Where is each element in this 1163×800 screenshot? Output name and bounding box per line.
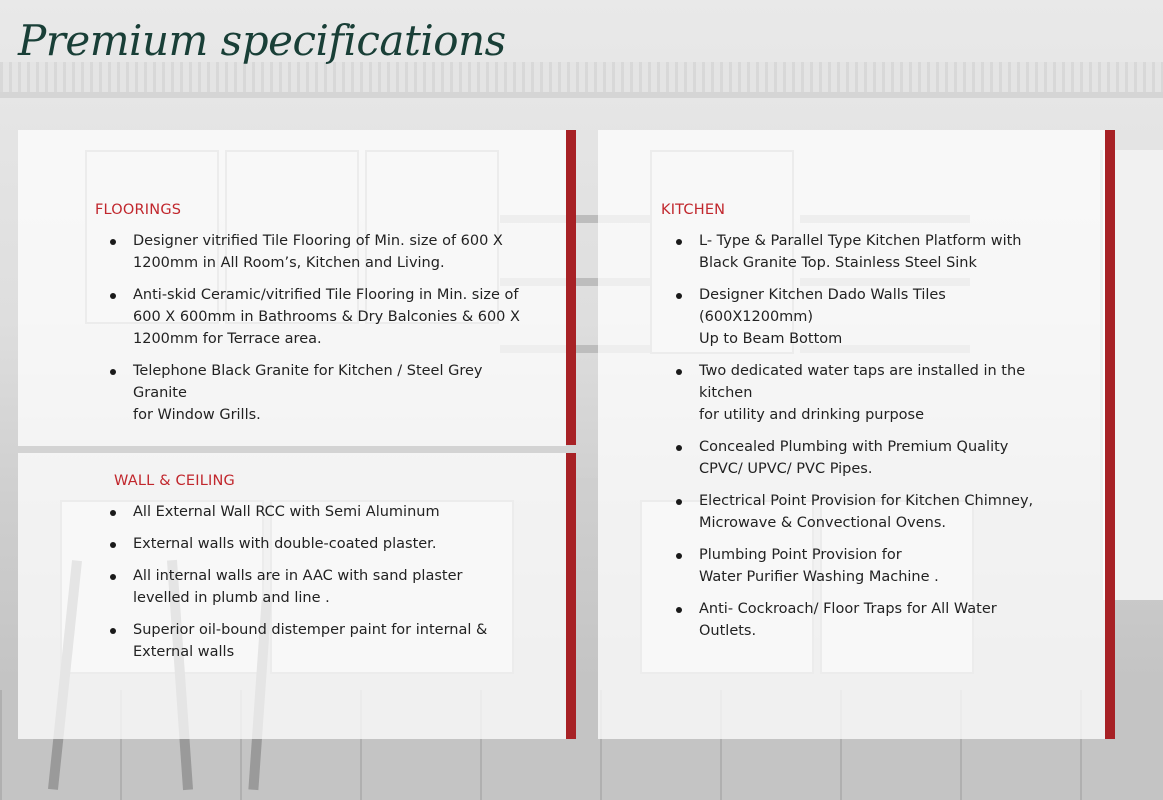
wall-ceiling-list [95, 501, 550, 663]
wall-ceiling-heading: WALL & CEILING [114, 473, 235, 489]
list-item-text: Designer vitrified Tile Flooring of Min. size of 600 X 1200mm in All Room’s, Kitchen and Living. [133, 233, 503, 271]
list-item [661, 436, 1096, 480]
page-title: Premium specifications [18, 16, 506, 65]
kitchen-section [661, 202, 1096, 652]
list-item [661, 360, 1096, 426]
list-item-text: External walls with double-coated plaster. [133, 536, 437, 552]
list-item [95, 565, 550, 609]
list-item [661, 544, 1096, 588]
list-item-text: Designer Kitchen Dado Walls Tiles (600X1200mm) Up to Beam Bottom [699, 287, 946, 347]
accent-bar [1105, 130, 1115, 739]
accent-bar [566, 130, 576, 445]
kitchen-heading: KITCHEN [661, 202, 726, 218]
floorings-heading: FLOORINGS [95, 202, 182, 218]
list-item-text: Concealed Plumbing with Premium Quality CPVC/ UPVC/ PVC Pipes. [699, 439, 1009, 477]
list-item [95, 533, 550, 555]
list-item-text: L- Type & Parallel Type Kitchen Platform with Black Granite Top. Stainless Steel Sink [699, 233, 1022, 271]
list-item-text: Plumbing Point Provision for Water Purifier Washing Machine . [699, 547, 939, 585]
list-item-text: Telephone Black Granite for Kitchen / Steel Grey Granite for Window Grills. [133, 363, 483, 423]
wall-ceiling-section [95, 473, 550, 673]
list-item [95, 501, 550, 523]
floorings-section [95, 202, 550, 436]
kitchen-list [661, 230, 1096, 642]
list-item [661, 284, 1096, 350]
bullet-icon [676, 293, 682, 299]
bullet-icon [676, 607, 682, 613]
bullet-icon [676, 553, 682, 559]
list-item-text: Anti- Cockroach/ Floor Traps for All Water Outlets. [699, 601, 997, 639]
list-item-text: Superior oil-bound distemper paint for internal & External walls [133, 622, 488, 660]
list-item-text: All internal walls are in AAC with sand plaster levelled in plumb and line . [133, 568, 463, 606]
list-item [661, 490, 1096, 534]
list-item [95, 360, 550, 426]
list-item-text: Electrical Point Provision for Kitchen Chimney, Microwave & Convectional Ovens. [699, 493, 1034, 531]
list-item [661, 598, 1096, 642]
list-item [95, 230, 550, 274]
bullet-icon [110, 510, 116, 516]
floorings-list [95, 230, 550, 426]
bullet-icon [110, 239, 116, 245]
bullet-icon [676, 445, 682, 451]
list-item [95, 619, 550, 663]
list-item [661, 230, 1096, 274]
bullet-icon [110, 542, 116, 548]
accent-bar [566, 453, 576, 739]
bullet-icon [676, 499, 682, 505]
list-item-text: All External Wall RCC with Semi Aluminum [133, 504, 440, 520]
bullet-icon [110, 293, 116, 299]
list-item-text: Two dedicated water taps are installed in the kitchen for utility and drinking purpose [699, 363, 1026, 423]
list-item-text: Anti-skid Ceramic/vitrified Tile Flooring in Min. size of 600 X 600mm in Bathrooms & Dry Balconies & 600 X 1200mm for Terrace area. [133, 287, 520, 347]
bullet-icon [110, 628, 116, 634]
bullet-icon [110, 369, 116, 375]
bullet-icon [676, 239, 682, 245]
bullet-icon [676, 369, 682, 375]
bullet-icon [110, 574, 116, 580]
list-item [95, 284, 550, 350]
